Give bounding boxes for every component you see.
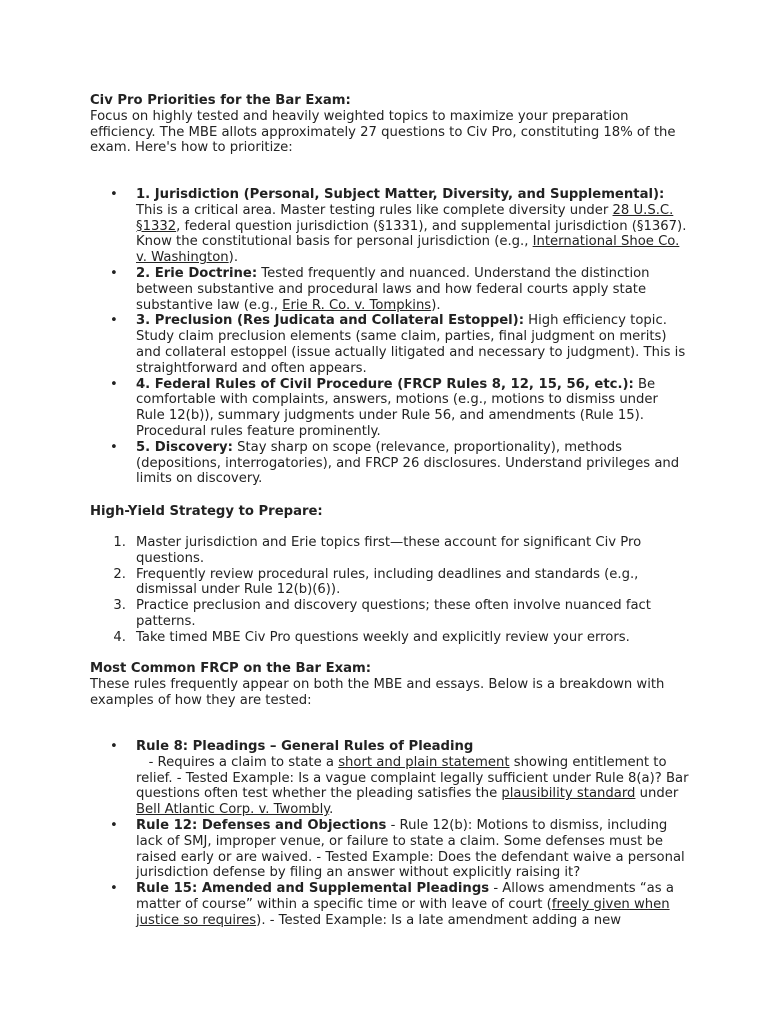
list-item: • 4. Federal Rules of Civil Procedure (FRCP Rules 8, 12, 15, 56, etc.): Be comfortable with complaints, answers, motions (e.g., motions to dismiss under Rule 12(b)), summary judgments under Rule 56, and amendments (Rule 15). Procedural rules feature prominently.	[110, 376, 658, 439]
list-item: 3. Practice preclusion and discovery questions; these often involve nuanced fact patterns.	[90, 598, 690, 630]
list-item: • 3. Preclusion (Res Judicata and Collateral Estoppel): High efficiency topic. Study claim preclusion elements (same claim, parties, final judgment on merits) and collateral estoppel (issue actually litigated and necessary to judgment). This is straightforward and often appears.	[110, 313, 686, 376]
list-number: 2.	[113, 566, 126, 582]
priorities-list	[90, 187, 690, 487]
list-number: 4.	[113, 629, 126, 645]
concept-link[interactable]: short and plain statement	[338, 754, 510, 770]
frcp-section	[90, 661, 690, 708]
frcp-rules-list	[90, 739, 690, 929]
bullet-icon: •	[110, 265, 118, 281]
list-number: 1.	[113, 535, 126, 550]
priority-label: 5. Discovery:	[136, 439, 233, 455]
strategy-section	[90, 504, 690, 520]
list-item: • 1. Jurisdiction (Personal, Subject Matter, Diversity, and Supplemental): This is a critical area. Master testing rules like complete diversity under 28 U.S.C. §1332, federal question jurisdiction (§1331), and supplemental jurisdiction (§1367). Know the constitutional basis for personal jurisdiction (e.g., International Shoe Co. v. Washington).	[110, 187, 687, 266]
bullet-icon: •	[110, 739, 118, 754]
intro-section	[90, 93, 690, 156]
bullet-icon: •	[110, 439, 118, 455]
case-link[interactable]: Bell Atlantic Corp. v. Twombly	[136, 802, 330, 818]
bullet-icon: •	[110, 187, 118, 202]
list-item: • 5. Discovery: Stay sharp on scope (relevance, proportionality), methods (depositions, interrogatories), and FRCP 26 disclosures. Understand privileges and limits on discovery.	[110, 439, 680, 487]
case-link[interactable]: Erie R. Co. v. Tompkins	[282, 297, 432, 313]
list-number: 3.	[113, 598, 126, 614]
priority-label: 3. Preclusion (Res Judicata and Collateral Estoppel):	[136, 313, 524, 329]
intro-paragraph: Focus on highly tested and heavily weighted topics to maximize your preparation efficiency. The MBE allots approximately 27 questions to Civ Pro, constituting 18% of the exam. Here's how to prioritize:	[90, 108, 676, 156]
strategy-list	[90, 535, 690, 646]
list-item: • Rule 8: Pleadings – General Rules of Pleading - Requires a claim to state a short and plain statement showing entitlement to relief. - Tested Example: Is a vague complaint legally sufficient under Rule 8(a)? Bar questions often test whether the pleading satisfies the plausibility standard under Bell Atlantic Corp. v. Twombly.	[110, 739, 689, 818]
citation-link[interactable]: 28 U.S.C. §1332	[136, 202, 674, 234]
bullet-icon: •	[110, 881, 118, 897]
list-item: 1. Master jurisdiction and Erie topics first—these account for significant Civ Pro questions.	[90, 535, 690, 567]
priority-label: 2. Erie Doctrine:	[136, 265, 258, 281]
rule-label: Rule 15: Amended and Supplemental Pleadings	[136, 881, 490, 897]
frcp-heading: Most Common FRCP on the Bar Exam:	[90, 661, 372, 676]
priority-label: 1. Jurisdiction (Personal, Subject Matter, Diversity, and Supplemental):	[136, 187, 665, 202]
frcp-intro: These rules frequently appear on both the MBE and essays. Below is a breakdown with examples of how they are tested:	[90, 676, 665, 708]
rule-label: Rule 12: Defenses and Objections	[136, 817, 387, 833]
case-link[interactable]: International Shoe Co. v. Washington	[136, 234, 680, 266]
page-title: Civ Pro Priorities for the Bar Exam:	[90, 93, 351, 108]
list-item: • Rule 15: Amended and Supplemental Pleadings - Allows amendments “as a matter of course” within a specific time or with leave of court (freely given when justice so requires). - Tested Example: Is a late amendment adding a new	[110, 881, 674, 928]
bullet-icon: •	[110, 817, 118, 833]
bullet-icon: •	[110, 313, 118, 329]
list-item: 2. Frequently review procedural rules, including deadlines and standards (e.g., dismissal under Rule 12(b)(6)).	[90, 567, 690, 599]
bullet-icon: •	[110, 376, 118, 392]
priority-label: 4. Federal Rules of Civil Procedure (FRCP Rules 8, 12, 15, 56, etc.):	[136, 376, 634, 392]
list-item: 4. Take timed MBE Civ Pro questions weekly and explicitly review your errors.	[90, 630, 690, 646]
list-item: • 2. Erie Doctrine: Tested frequently and nuanced. Understand the distinction between substantive and procedural laws and how federal courts apply state substantive law (e.g., Erie R. Co. v. Tompkins).	[110, 265, 650, 313]
concept-link[interactable]: freely given when justice so requires	[136, 896, 670, 928]
list-item: • Rule 12: Defenses and Objections - Rule 12(b): Motions to dismiss, including lack of SMJ, improper venue, or failure to state a claim. Some defenses must be raised early or are waived. - Tested Example: Does the defendant waive a personal jurisdiction defense by filing an answer without explicitly raising it?	[110, 817, 685, 881]
rule-label: Rule 8: Pleadings – General Rules of Pleading	[136, 739, 474, 754]
strategy-heading: High-Yield Strategy to Prepare:	[90, 504, 323, 519]
concept-link[interactable]: plausibility standard	[501, 786, 636, 802]
